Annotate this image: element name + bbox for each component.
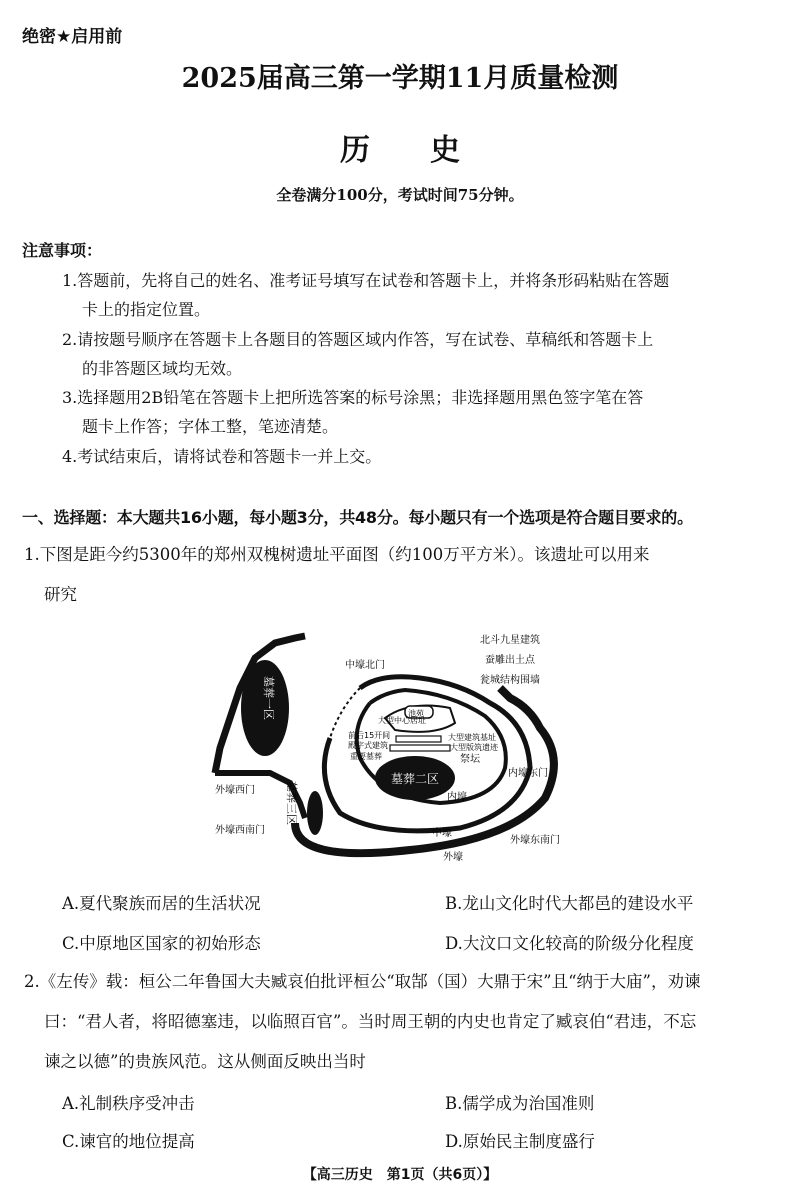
middle-moat-label: 中壕 [432,828,452,839]
note-2-line2: 的非答题区域均无效。 [82,359,243,378]
note-3 [62,383,778,441]
building-rect-1 [396,736,441,742]
north-gate-label: 中壕北门 [345,660,385,671]
note-3-line2: 题卡上作答；字体工整，笔迹清楚。 [82,417,339,436]
question-2-stem [24,962,778,1082]
note-1 [62,266,778,324]
page-footer: 【高三历史 第1页（共6页）】 [302,1167,498,1183]
q1-option-c: C.中原地区国家的初始形态 [62,934,261,953]
tombs-label: 重要墓葬 [350,752,382,761]
q2-option-a: A.礼制秩序受冲击 [62,1094,195,1113]
building-rect-2 [390,745,450,751]
burial2-label: 墓葬二区 [390,772,440,786]
note-2 [62,325,778,383]
east-gate-label: 内壕东门 [508,768,548,779]
note-4 [62,442,778,471]
platform-label: 大型版筑遗迹 [450,743,498,752]
q2-option-d: D.原始民主制度盛行 [445,1132,595,1151]
q1-stem-line2: 研究 [44,585,77,604]
q2-stem-line1: 2.《左传》载：桓公二年鲁国大夫臧哀伯批评桓公“取郜（国）大鼎于宋”且“纳于大庙”，劝谏 [24,972,701,991]
q2-option-b: B.儒学成为治国准则 [445,1094,595,1113]
southwest-gate-label: 外壕西南门 [215,825,265,836]
section-heading: 一、选择题：本大题共16小题，每小题3分，共48分。每小题只有一个选项是符合题目要求的。 [22,508,693,527]
southeast-gate-label: 外壕东南门 [510,835,560,846]
burial3-zone [307,791,323,835]
q2-stem-line2: 曰：“君人者，将昭德塞违，以临照百官”。当时周王朝的内史也肯定了臧哀伯“君违，不忘 [44,1012,697,1031]
note-3-line1: 3.选择题用2B铅笔在答题卡上把所选答案的标号涂黑；非选择题用黑色签字笔在答 [62,388,644,407]
confidential-mark: 绝密★启用前 [22,27,123,47]
score-info: 全卷满分100分，考试时间75分钟。 [276,186,524,204]
altar-label: 祭坛 [460,754,480,765]
note-4-line1: 4.考试结束后，请将试卷和答题卡一并上交。 [62,447,382,466]
q1-option-b: B.龙山文化时代大都邑的建设水平 [445,894,694,913]
note-1-line2: 卡上的指定位置。 [82,300,211,319]
west-gate-label: 外壕西门 [215,785,255,796]
big-building-label: 大型建筑基址 [448,733,496,742]
outer-moat-label: 外壕 [443,852,463,863]
enclosure-label: 瓮城结构围墙 [480,675,540,686]
notes-heading: 注意事项： [22,241,103,260]
pond-label: 池苑 [408,709,424,718]
exam-title: 2025届高三第一学期11月质量检测 [181,63,619,94]
burial3-label: 墓葬三区 [285,781,298,825]
rooms-label: 前后15开间 [348,731,391,740]
q1-option-d: D.大汶口文化较高的阶级分化程度 [445,934,694,953]
question-1-stem [24,535,778,615]
palace-label: 殿字式建筑 [348,741,388,750]
center-label: 大型中心居址 [378,716,426,725]
note-1-line1: 1.答题前，先将自己的姓名、准考证号填写在试卷和答题卡上，并将条形码粘贴在答题 [62,271,670,290]
note-2-line1: 2.请按题号顺序在答题卡上各题目的答题区域内作答，写在试卷、草稿纸和答题卡上 [62,330,654,349]
big-dipper-label: 北斗九星建筑 [480,635,540,646]
site-map-figure [210,628,590,868]
silkworm-label: 蚕雕出土点 [485,655,535,666]
q2-stem-line3: 谏之以德”的贵族风范。这从侧面反映出当时 [44,1052,366,1071]
burial1-label: 墓葬一区 [262,676,275,720]
q1-option-a: A.夏代聚族而居的生活状况 [62,894,261,913]
subject-title: 历史 [340,133,520,168]
q2-option-c: C.谏官的地位提高 [62,1132,195,1151]
inner-moat-label: 内壕 [447,792,467,803]
q1-stem-line1: 1.下图是距今约5300年的郑州双槐树遗址平面图（约100万平方米）。该遗址可以用来 [24,545,650,564]
